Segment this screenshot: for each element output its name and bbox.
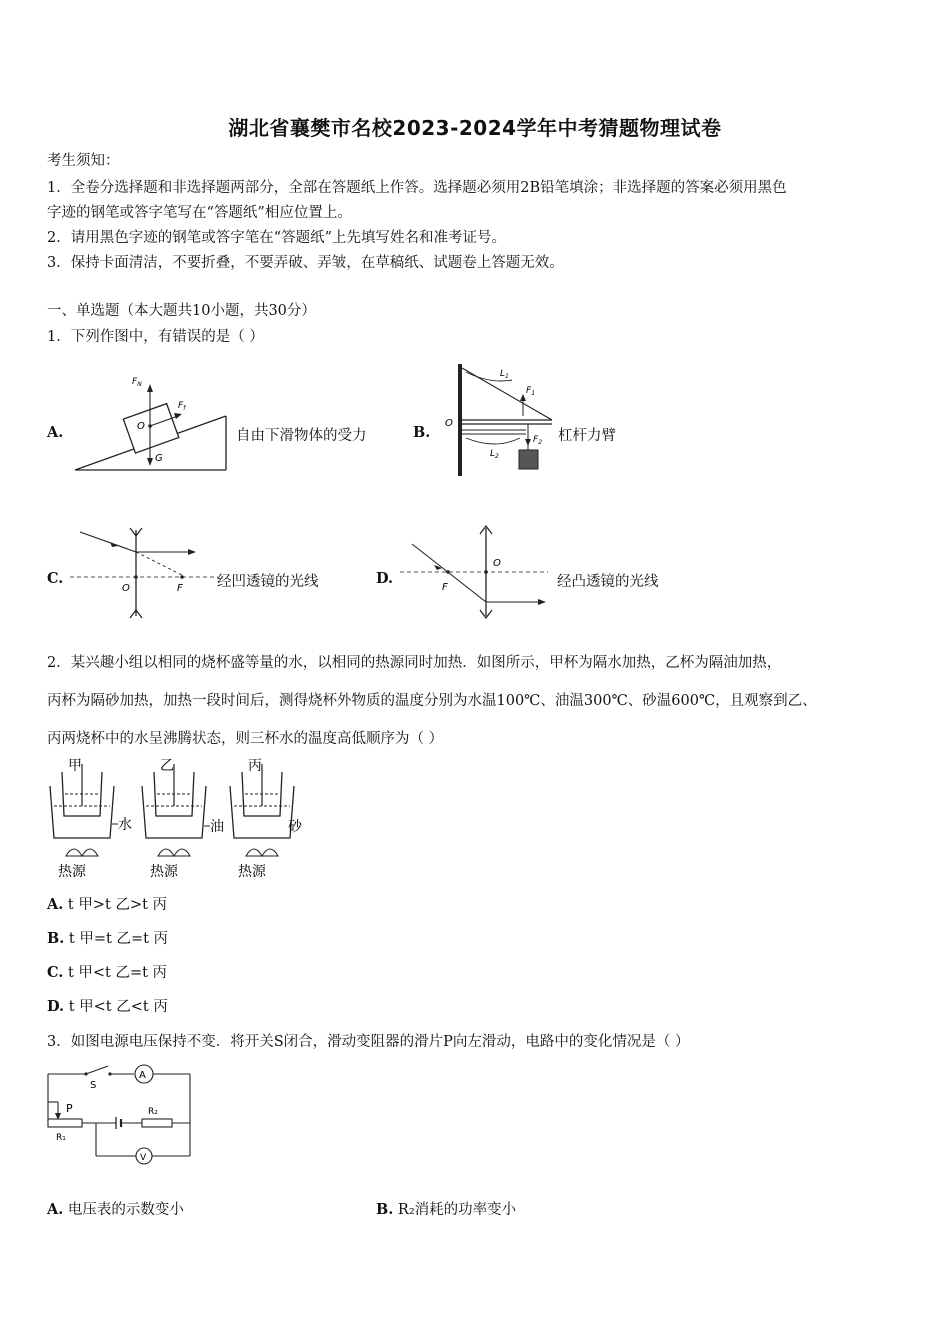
q1-option-b-caption: 杠杆力臂 (558, 428, 616, 444)
cup-label: 乙 (160, 758, 174, 774)
q1-option-c-caption: 经凹透镜的光线 (217, 574, 319, 590)
switch-label: S (90, 1080, 97, 1091)
medium-label: 砂 (288, 819, 302, 835)
cup-label: 丙 (248, 758, 262, 774)
label-f1: $F_1$ (526, 386, 536, 397)
beaker-yi (142, 758, 224, 880)
label-o: O (493, 558, 501, 569)
q1-option-c-label: C. (47, 570, 64, 587)
q3-option-a: A. 电压表的示数变小 (47, 1201, 184, 1218)
source-label: 热源 (238, 864, 266, 880)
section-heading: 一、单选题（本大题共10小题，共30分） (47, 303, 316, 319)
voltmeter-label: V (140, 1153, 147, 1163)
label-o: O (137, 421, 145, 432)
label-f: F (442, 582, 448, 593)
beaker-jia (50, 758, 132, 880)
r1-label: R₁ (56, 1133, 66, 1143)
question-1-stem: 1．下列作图中，有错误的是（ ） (47, 329, 264, 345)
medium-label: 水 (118, 817, 132, 833)
q1-figure-d-convex-lens (400, 522, 550, 622)
q2-option-d: D. t 甲<t 乙<t 丙 (47, 998, 168, 1015)
label-ff: $F_f$ (178, 401, 186, 412)
q1-figure-a-incline (70, 366, 230, 476)
q1-option-a-label: A. (47, 424, 64, 441)
notice-item-3: 3．保持卡面清洁，不要折叠，不要弄破、弄皱，在草稿纸、试题卷上答题无效。 (47, 255, 564, 271)
ammeter-label: A (139, 1070, 146, 1081)
q2-option-c: C. t 甲<t 乙=t 丙 (47, 964, 168, 981)
q2-option-a: A. t 甲>t 乙>t 丙 (47, 896, 168, 913)
notice-heading: 考生须知： (47, 153, 120, 169)
label-g: G (155, 453, 163, 464)
slider-label: P (66, 1102, 73, 1115)
q1-option-d-label: D. (376, 570, 394, 587)
medium-label: 油 (210, 819, 224, 835)
q2-option-b: B. t 甲=t 乙=t 丙 (47, 930, 169, 947)
source-label: 热源 (58, 864, 86, 880)
r2-label: R₂ (148, 1107, 158, 1117)
q1-figure-b-lever (440, 358, 555, 480)
beaker-bing (230, 758, 303, 880)
question-2-line-3: 丙两烧杯中的水呈沸腾状态，则三杯水的温度高低顺序为（ ） (47, 731, 444, 747)
label-fn: $F_N$ (132, 377, 142, 388)
q1-option-d-caption: 经凸透镜的光线 (557, 574, 659, 590)
question-2-line-1: 2．某兴趣小组以相同的烧杯盛等量的水，以相同的热源同时加热．如图所示，甲杯为隔水加热，乙杯为隔油加热， (47, 655, 782, 671)
q1-figure-c-concave-lens (70, 522, 220, 622)
page-title: 湖北省襄樊市名校2023-2024学年中考猜题物理试卷 (228, 116, 722, 140)
cup-label: 甲 (68, 758, 82, 774)
q3-option-b: B. R₂消耗的功率变小 (376, 1201, 517, 1218)
q1-option-b-label: B. (413, 424, 431, 441)
question-2-line-2: 丙杯为隔砂加热，加热一段时间后，测得烧杯外物质的温度分别为水温100℃、油温300℃、砂温600℃，且观察到乙、 (47, 693, 817, 709)
source-label: 热源 (150, 864, 178, 880)
q3-circuit-diagram (44, 1062, 194, 1168)
label-f2: $F_2$ (533, 435, 543, 446)
notice-item-2: 2．请用黑色字迹的钢笔或答字笔在“答题纸”上先填写姓名和准考证号。 (47, 230, 507, 246)
label-l2: $L_2$ (490, 449, 499, 460)
label-l1: $L_1$ (500, 369, 509, 380)
notice-item-1: 1．全卷分选择题和非选择题两部分，全部在答题纸上作答。选择题必须用2B铅笔填涂；非选择题的答案必须用黑色 (47, 180, 787, 196)
label-o: O (122, 583, 130, 594)
label-f: F (177, 583, 183, 594)
notice-item-1-cont: 字迹的钢笔或答字笔写在“答题纸”相应位置上。 (47, 205, 352, 221)
label-o: O (445, 418, 453, 429)
q1-option-a-caption: 自由下滑物体的受力 (236, 428, 367, 444)
question-3-stem: 3．如图电源电压保持不变．将开关S闭合，滑动变阻器的滑片P向左滑动，电路中的变化情况是（ ） (47, 1034, 690, 1050)
q2-figure-beakers (44, 756, 309, 882)
